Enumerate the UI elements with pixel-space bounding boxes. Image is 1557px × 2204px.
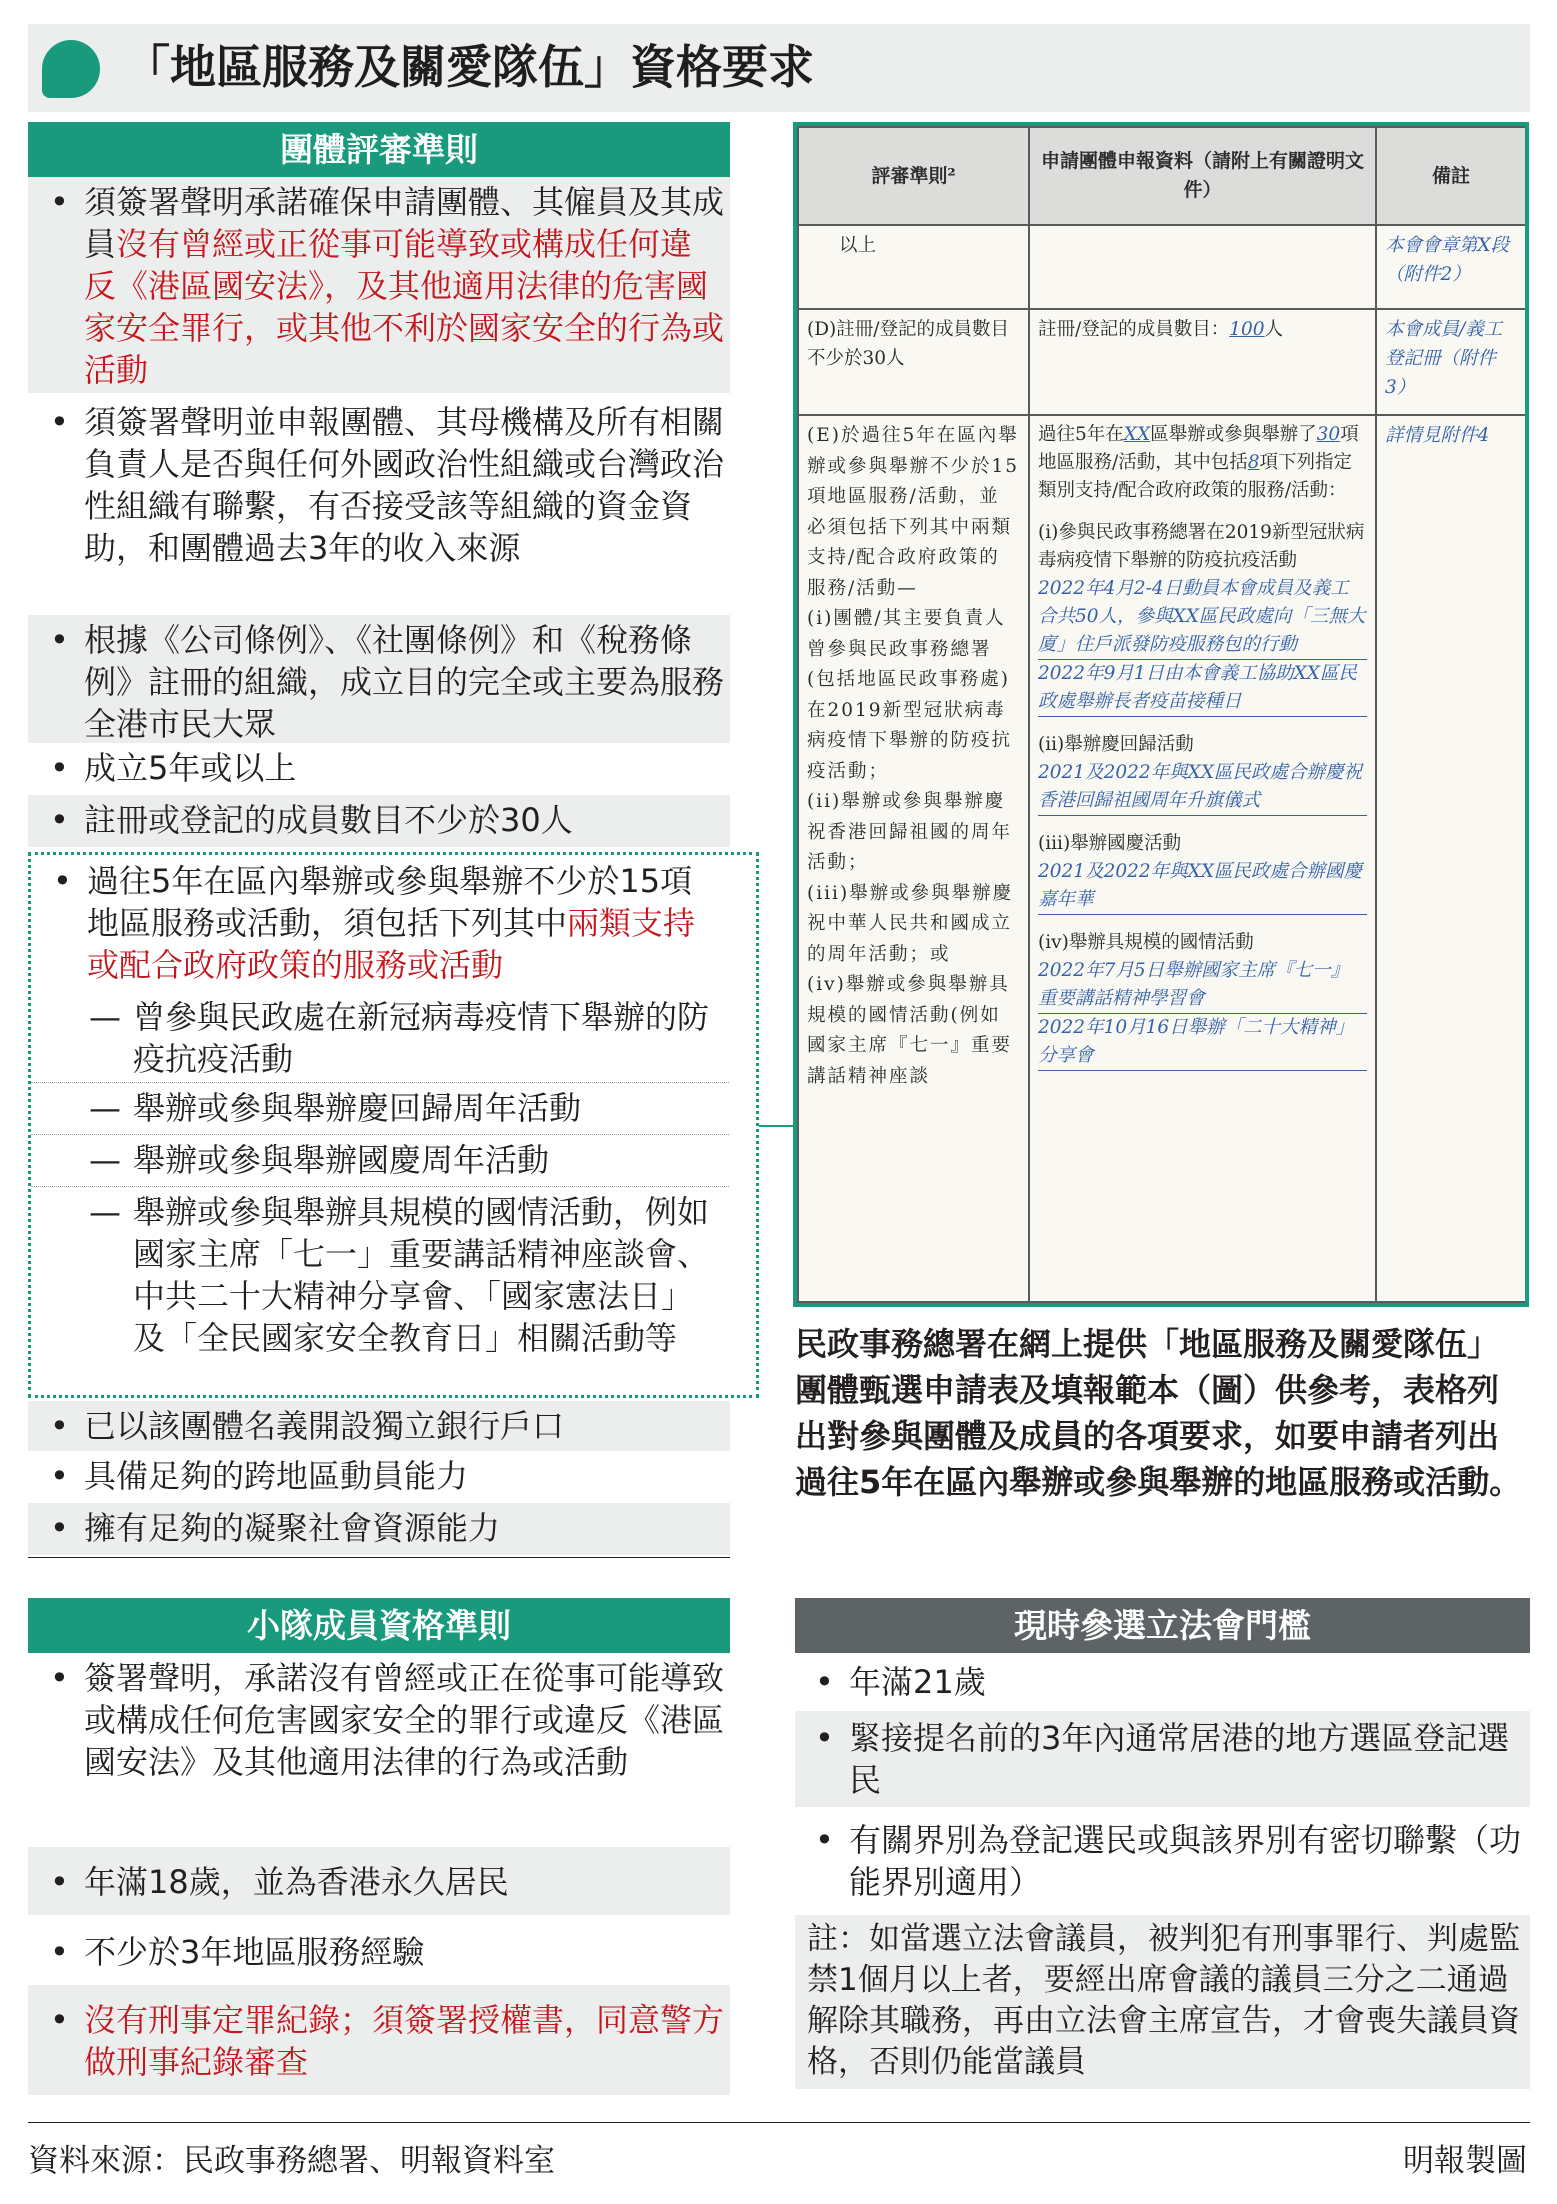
column-header: 評審準則² bbox=[798, 127, 1029, 225]
table-header-row bbox=[798, 127, 1526, 225]
bullet-icon: • bbox=[50, 1509, 69, 1547]
bullet-icon: • bbox=[50, 403, 69, 441]
dash-icon: — bbox=[89, 1089, 121, 1127]
list-item: • 根據《公司條例》、《社團條例》和《稅務條例》註冊的組織，成立目的完全或主要為服務全港市民大眾 bbox=[28, 615, 730, 743]
table-cell bbox=[1029, 225, 1376, 309]
sub-item: — 舉辦或參與舉辦具規模的國情活動，例如國家主席「七一」重要講話精神座談會、中共二十大精神分享會、「國家憲法日」及「全民國家安全教育日」相關活動等 bbox=[31, 1186, 729, 1396]
list-item: • 緊接提名前的3年內通常居港的地方選區登記選民 bbox=[795, 1711, 1530, 1807]
bullet-icon: • bbox=[50, 621, 69, 659]
bullet-icon: • bbox=[50, 749, 69, 787]
org-criteria-heading: 團體評審準則 bbox=[28, 122, 730, 177]
member-criteria-heading: 小隊成員資格準則 bbox=[28, 1598, 730, 1653]
list-item: • 已以該團體名義開設獨立銀行戶口 bbox=[28, 1401, 730, 1451]
bullet-icon: • bbox=[50, 801, 69, 839]
service-requirement-list bbox=[31, 856, 729, 1396]
highlight-text: 沒有曾經或正從事可能導致或構成任何違反《港區國安法》，及其他適用法律的危害國家安全罪行，或其他不利於國家安全的行為或活動 bbox=[84, 225, 725, 389]
form-section-title: (iii)舉辦國慶活動 bbox=[1038, 833, 1182, 854]
org-criteria-tail-list bbox=[28, 1401, 730, 1555]
bullet-icon: • bbox=[815, 1719, 834, 1757]
highlight-text: 沒有刑事定罪紀錄；須簽署授權書，同意警方做刑事紀錄審查 bbox=[84, 2001, 725, 2081]
table-row bbox=[798, 225, 1526, 309]
title-bar bbox=[28, 24, 1530, 112]
list-item: • 年滿21歲 bbox=[815, 1663, 986, 1701]
list-item: • 須簽署聲明承諾確保申請團體、其僱員及其成員沒有曾經或正從事可能導致或構成任何違反《港區國安法》，及其他適用法律的危害國家安全罪行，或其他不利於國家安全的行為或活動 bbox=[28, 177, 730, 393]
filled-line: 2022年10月16日舉辦「二十大精神」分享會 bbox=[1038, 1014, 1367, 1071]
list-item: • 註冊或登記的成員數目不少於30人 bbox=[28, 795, 730, 847]
list-item: • 具備足夠的跨地區動員能力 bbox=[50, 1457, 469, 1495]
form-section-title: (iv)舉辦具規模的國情活動 bbox=[1038, 932, 1254, 953]
filled-line: 2022年7月5日舉辦國家主席『七一』重要講話精神學習會 bbox=[1038, 957, 1367, 1014]
column-header: 備註 bbox=[1376, 127, 1526, 225]
sub-item: — 舉辦或參與舉辦國慶周年活動 bbox=[31, 1134, 729, 1186]
list-item: • 年滿18歲，並為香港永久居民 bbox=[28, 1847, 730, 1915]
form-section-title: (i)參與民政事務總署在2019新型冠狀病毒病疫情下舉辦的防疫抗疫活動 bbox=[1038, 522, 1365, 571]
table-cell bbox=[1029, 415, 1376, 1302]
page-title: 「地區服務及關愛隊伍」資格要求 bbox=[124, 40, 814, 94]
org-criteria-list bbox=[28, 177, 730, 847]
legco-note: 註：如當選立法會議員，被判犯有刑事罪行、判處監禁1個月以上者，要經出席會議的議員三分之二通過解除其職務，再由立法會主席宣告，才會喪失議員資格，否則仍能當議員 bbox=[795, 1915, 1530, 2089]
legco-heading: 現時參選立法會門檻 bbox=[795, 1598, 1530, 1653]
speech-bubble-icon bbox=[42, 40, 100, 98]
divider bbox=[28, 1557, 730, 1558]
list-item: • 須簽署聲明並申報團體、其母機構及所有相關負責人是否與任何外國政治性組織或台灣政治性組織有聯繫，有否接受該等組織的資金資助，和團體過去3年的收入來源 bbox=[50, 403, 725, 567]
table-row bbox=[798, 309, 1526, 415]
list-item: • 簽署聲明，承諾沒有曾經或正在從事可能導致或構成任何危害國家安全的罪行或違反《港區國安法》及其他適用法律的行為或活動 bbox=[50, 1659, 725, 1781]
filled-line: 2022年4月2-4日動員本會成員及義工合共50人，參與XX區民政處向「三無大廈」住戶派發防疫服務包的行動 bbox=[1038, 575, 1367, 660]
source-text: 資料來源：民政事務總署、明報資料室 bbox=[28, 2143, 555, 2179]
bullet-icon: • bbox=[50, 1659, 69, 1697]
list-item: • 過往5年在區內舉辦或參與舉辦不少於15項地區服務或活動，須包括下列其中兩類支持或配合政府政策的服務或活動 bbox=[53, 862, 696, 984]
bullet-icon: • bbox=[50, 183, 69, 221]
dash-icon: — bbox=[89, 1193, 121, 1231]
form-intro: 過往5年在XX區舉辦或參與舉辦了30項地區服務/活動，其中包括8項下列指定類別支持/配合政府政策的服務/活動： bbox=[1038, 424, 1359, 501]
sub-item: — 曾參與民政處在新冠病毒疫情下舉辦的防疫抗疫活動 bbox=[89, 998, 710, 1078]
footer-divider bbox=[28, 2122, 1530, 2123]
member-criteria-list bbox=[28, 1653, 730, 2095]
bullet-icon: • bbox=[50, 1457, 69, 1495]
list-item: • 不少於3年地區服務經驗 bbox=[50, 1933, 425, 1971]
table-cell: 本會會章第X段（附件2） bbox=[1376, 225, 1526, 309]
sub-item: — 舉辦或參與舉辦慶回歸周年活動 bbox=[31, 1082, 729, 1134]
filled-line: 2021及2022年與XX區民政處合辦國慶嘉年華 bbox=[1038, 858, 1367, 915]
credit-text: 明報製圖 bbox=[1403, 2143, 1527, 2179]
table-cell: 以上 bbox=[798, 225, 1029, 309]
bullet-icon: • bbox=[50, 1407, 69, 1445]
connector-line bbox=[759, 1125, 795, 1127]
bullet-icon: • bbox=[815, 1821, 834, 1859]
table-cell: 詳情見附件4 bbox=[1376, 415, 1526, 1302]
list-item bbox=[28, 1985, 730, 2095]
application-form-image bbox=[793, 122, 1529, 1307]
dash-icon: — bbox=[89, 1141, 121, 1179]
filled-line: 2021及2022年與XX區民政處合辦慶祝香港回歸祖國周年升旗儀式 bbox=[1038, 759, 1367, 816]
list-item: • 有關界別為登記選民或與該界別有密切聯繫（功能界別適用） bbox=[815, 1821, 1522, 1901]
bullet-icon: • bbox=[53, 862, 72, 900]
table-cell: (E)於過往5年在區內舉辦或參與舉辦不少於15項地區服務/活動，並必須包括下列其中兩類支持/配合政府政策的服務/活動— (i)團體/其主要負責人曾參與民政事務總署(包括地區民政事務處)在2019新型冠狀病毒病疫情下舉辦的防疫抗疫活動； (ii)舉辦或參與舉辦慶祝香港回歸祖國的周年活動； (iii)舉辦或參與舉辦慶祝中華人民共和國成立的周年活動；或 (iv)舉辦或參與舉辦具規模的國情活動(例如國家主席『七一』重要講話精神座談 bbox=[798, 415, 1029, 1302]
filled-value: 100 bbox=[1229, 319, 1265, 340]
image-caption: 民政事務總署在網上提供「地區服務及關愛隊伍」團體甄選申請表及填報範本（圖）供參考，表格列出對參與團體及成員的各項要求，如要申請者列出過往5年在區內舉辦或參與舉辦的地區服務或活動。 bbox=[795, 1325, 1522, 1501]
dash-icon: — bbox=[89, 998, 121, 1036]
highlight-text: 兩類支持或配合政府政策的服務或活動 bbox=[87, 904, 696, 984]
list-item: • 擁有足夠的凝聚社會資源能力 bbox=[28, 1503, 730, 1555]
form-section-title: (ii)舉辦慶回歸活動 bbox=[1038, 734, 1194, 755]
form-table bbox=[797, 126, 1527, 1303]
table-cell: (D)註冊/登記的成員數目不少於30人 bbox=[798, 309, 1029, 415]
legco-list bbox=[795, 1653, 1530, 1907]
bullet-icon: • bbox=[815, 1663, 834, 1701]
table-cell: 本會成員/義工登記冊（附件3） bbox=[1376, 309, 1526, 415]
column-header: 申請團體申報資料（請附上有關證明文件） bbox=[1029, 127, 1376, 225]
bullet-icon: • bbox=[50, 1863, 69, 1901]
bullet-icon: • bbox=[50, 1933, 69, 1971]
bullet-icon: • bbox=[50, 2001, 69, 2039]
filled-line: 2022年9月1日由本會義工協助XX區民政處舉辦長者疫苗接種日 bbox=[1038, 660, 1367, 717]
list-item: • 成立5年或以上 bbox=[50, 749, 297, 787]
table-cell: 註冊/登記的成員數目：100人 bbox=[1029, 309, 1376, 415]
table-row bbox=[798, 415, 1526, 1302]
